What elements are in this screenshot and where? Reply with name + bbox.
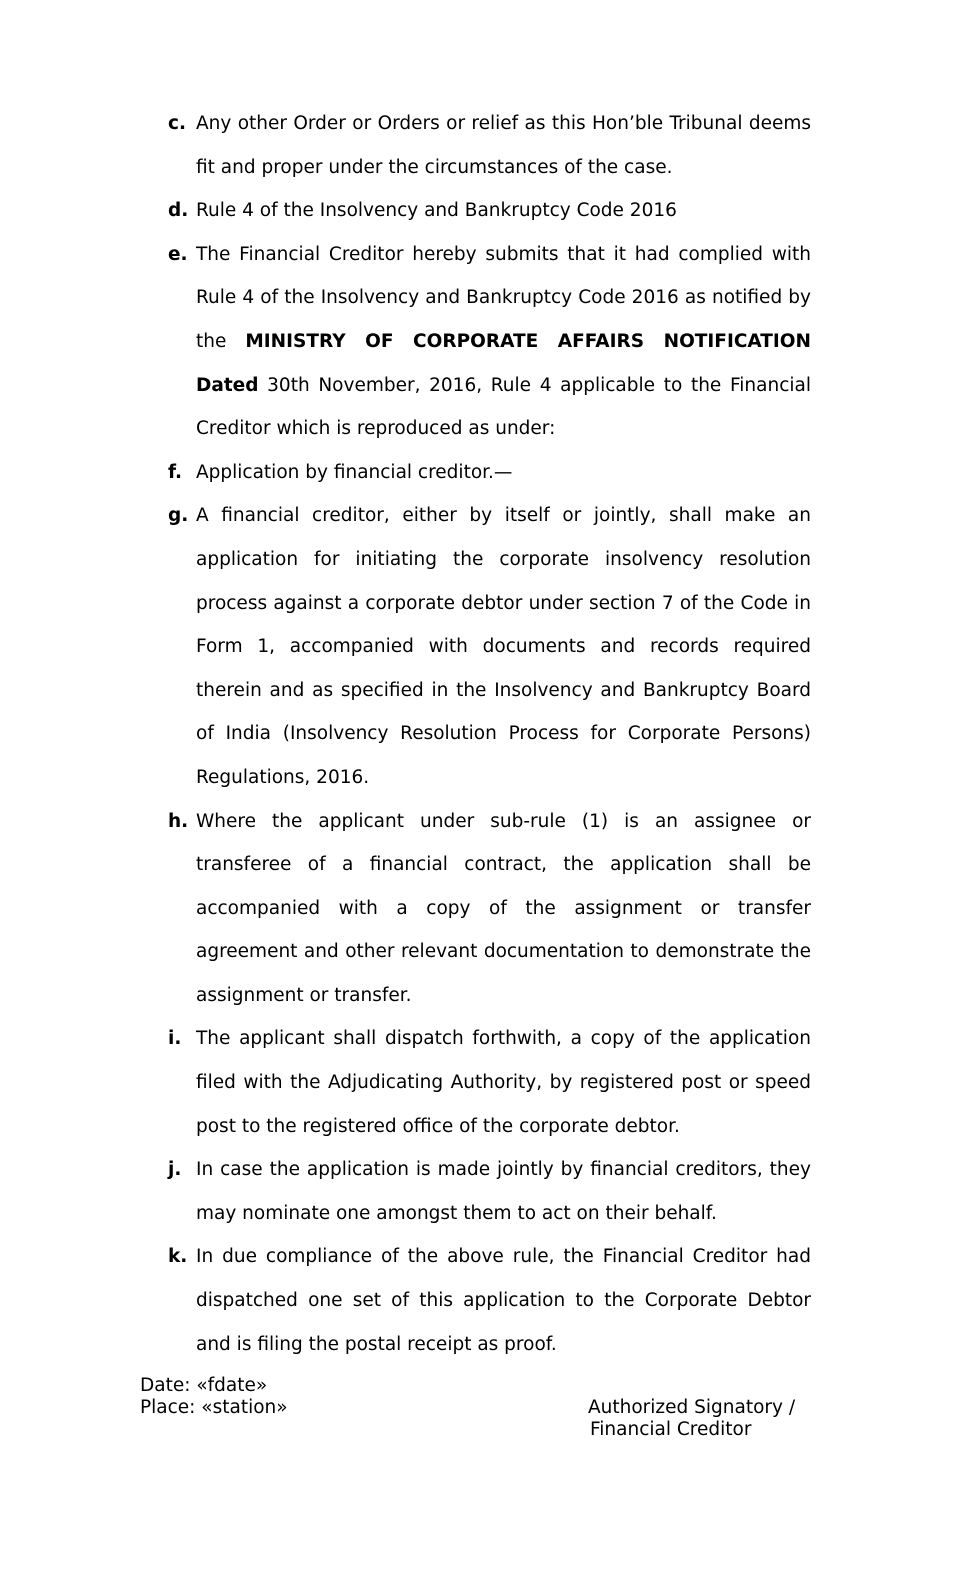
list-item-text: 30th November, 2016, Rule 4 applicable to the Financial Creditor which is reproduced as under:	[196, 374, 811, 440]
list-item-f	[168, 451, 811, 495]
signatory-line-1: Authorized Signatory /	[588, 1397, 796, 1418]
notification-reference: MINISTRY OF CORPORATE AFFAIRS NOTIFICATION Dated	[196, 330, 811, 396]
list-item-g	[168, 494, 811, 799]
list-item-text: Any other Order or Orders or relief as this Hon’ble Tribunal deems fit and proper under the circumstances of the case.	[196, 113, 811, 178]
list-item-text: Rule 4 of the Insolvency and Bankruptcy Code 2016	[196, 200, 677, 222]
list-marker: j.	[168, 1159, 182, 1181]
signatory-line-2: Financial Creditor	[590, 1419, 752, 1440]
place-line: Place: «station»	[140, 1397, 288, 1418]
list-item-k	[168, 1235, 811, 1366]
list-marker: c.	[168, 113, 186, 134]
list-item-text: The applicant shall dispatch forthwith, a copy of the application filed with the Adjudicating Authority, by registered post or speed post to the registered office of the corporate debtor.	[196, 1028, 811, 1137]
date-line: Date: «fdate»	[140, 1375, 268, 1396]
list-item-text: Application by financial creditor.—	[196, 461, 513, 483]
list-item-text: In case the application is made jointly by financial creditors, they may nominate one amongst them to act on their behalf.	[196, 1159, 811, 1224]
list-marker: f.	[168, 461, 183, 483]
list-marker: e.	[168, 243, 188, 265]
list-item-text: A financial creditor, either by itself or jointly, shall make an application for initiating the corporate insolvency resolution process against a corporate debtor under section 7 of the Code in Form 1, accompanied with documents and records required therein and as specified in the Insolvency and Bankruptcy Board of India (Insolvency Resolution Process for Corporate Persons) Regulations, 2016.	[196, 505, 811, 788]
list-item-text: Where the applicant under sub-rule (1) is an assignee or transferee of a financial contract, the application shall be accompanied with a copy of the assignment or transfer agreement and other relevant documentation to demonstrate the assignment or transfer.	[196, 810, 811, 1006]
list-marker: g.	[168, 505, 189, 527]
list-item-text: In due compliance of the above rule, the Financial Creditor had dispatched one set of this application to the Corporate Debtor and is filing the postal receipt as proof.	[196, 1246, 811, 1355]
list-item-i	[168, 1017, 811, 1148]
list-item-j	[168, 1148, 811, 1235]
list-marker: i.	[168, 1028, 182, 1050]
list-marker: k.	[168, 1246, 188, 1268]
list-item-text: The Financial Creditor hereby submits that it had complied with Rule 4 of the Insolvency and Bankruptcy Code 2016 as notified by the	[196, 243, 811, 352]
list-item-h	[168, 800, 811, 1018]
list-item-d	[168, 189, 811, 233]
list-marker: d.	[168, 200, 189, 222]
numbered-list	[168, 102, 811, 1366]
list-marker: h.	[168, 810, 189, 832]
list-item-c	[168, 102, 811, 189]
list-item-e	[168, 233, 811, 451]
